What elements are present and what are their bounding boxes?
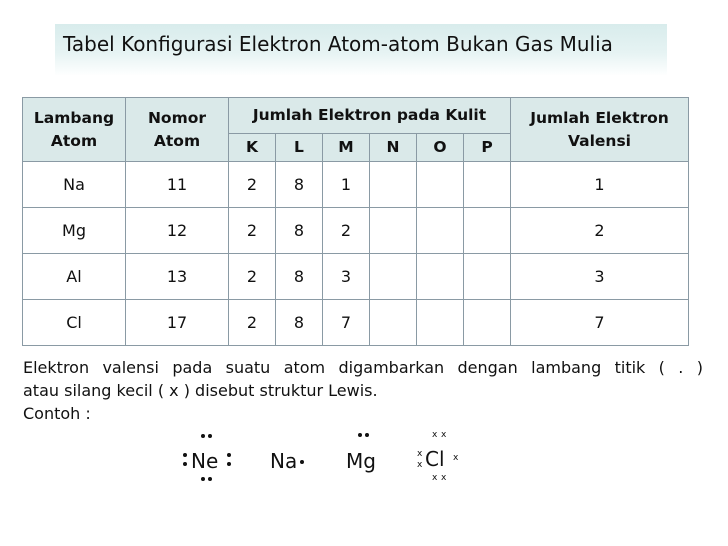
header-shells-group: Jumlah Elektron pada Kulit (229, 98, 511, 134)
cell-shell-k: 2 (229, 300, 276, 346)
electron-dot (300, 460, 304, 464)
electron-cross: x (417, 449, 423, 459)
cell-shell-o (417, 254, 464, 300)
cell-valence: 3 (511, 254, 689, 300)
cell-symbol: Mg (23, 208, 126, 254)
cell-symbol: Al (23, 254, 126, 300)
electron-cross: x (417, 460, 423, 470)
table-row (23, 208, 689, 254)
table-row (23, 300, 689, 346)
lewis-symbol-mg: Mg (346, 449, 376, 473)
cell-shell-k: 2 (229, 162, 276, 208)
cell-shell-n (370, 300, 417, 346)
cell-atomic-number: 17 (126, 300, 229, 346)
electron-cross: x (432, 430, 438, 440)
table-row (23, 254, 689, 300)
electron-cross: x (441, 430, 447, 440)
cell-shell-n (370, 208, 417, 254)
cell-atomic-number: 13 (126, 254, 229, 300)
electron-cross: x (453, 453, 459, 463)
cell-symbol: Na (23, 162, 126, 208)
cell-shell-l: 8 (276, 208, 323, 254)
cell-shell-p (464, 208, 511, 254)
electron-cross: x (432, 473, 438, 483)
electron-dot (227, 462, 231, 466)
cell-atomic-number: 11 (126, 162, 229, 208)
cell-shell-n (370, 254, 417, 300)
electron-dot (227, 453, 231, 457)
electron-dot (201, 477, 205, 481)
header-symbol: Lambang Atom (23, 98, 126, 162)
cell-shell-p (464, 300, 511, 346)
lewis-symbol-na: Na (270, 449, 298, 473)
electron-dot (358, 433, 362, 437)
electron-dot (208, 434, 212, 438)
lewis-symbol-ne: Ne (191, 449, 219, 473)
cell-shell-o (417, 162, 464, 208)
cell-shell-p (464, 254, 511, 300)
cell-shell-m: 7 (323, 300, 370, 346)
electron-cross: x (441, 473, 447, 483)
cell-valence: 7 (511, 300, 689, 346)
cell-valence: 2 (511, 208, 689, 254)
cell-shell-l: 8 (276, 254, 323, 300)
cell-shell-p (464, 162, 511, 208)
cell-valence: 1 (511, 162, 689, 208)
cell-shell-n (370, 162, 417, 208)
cell-shell-k: 2 (229, 208, 276, 254)
cell-atomic-number: 12 (126, 208, 229, 254)
electron-dot (183, 462, 187, 466)
cell-shell-m: 3 (323, 254, 370, 300)
header-shell-m: M (323, 134, 370, 162)
cell-shell-o (417, 208, 464, 254)
header-valence: Jumlah Elektron Valensi (511, 98, 689, 162)
note-line-1: Elektron valensi pada suatu atom digambarkan dengan lambang titik ( . ) (23, 358, 703, 377)
header-shell-k: K (229, 134, 276, 162)
header-shell-n: N (370, 134, 417, 162)
header-shell-p: P (464, 134, 511, 162)
cell-shell-l: 8 (276, 300, 323, 346)
electron-dot (183, 453, 187, 457)
cell-shell-m: 1 (323, 162, 370, 208)
lewis-explanation (23, 356, 703, 425)
cell-shell-m: 2 (323, 208, 370, 254)
header-shell-o: O (417, 134, 464, 162)
cell-shell-l: 8 (276, 162, 323, 208)
table-row (23, 162, 689, 208)
electron-configuration-table (22, 97, 689, 346)
electron-dot (201, 434, 205, 438)
electron-dot (365, 433, 369, 437)
electron-dot (208, 477, 212, 481)
cell-symbol: Cl (23, 300, 126, 346)
cell-shell-o (417, 300, 464, 346)
note-line-3: Contoh : (23, 404, 91, 423)
cell-shell-k: 2 (229, 254, 276, 300)
header-shell-l: L (276, 134, 323, 162)
page-title: Tabel Konfigurasi Elektron Atom-atom Bukan Gas Mulia (63, 32, 613, 56)
header-atomic-number: Nomor Atom (126, 98, 229, 162)
lewis-symbol-cl: Cl (425, 447, 445, 471)
note-line-2: atau silang kecil ( x ) disebut struktur Lewis. (23, 381, 378, 400)
